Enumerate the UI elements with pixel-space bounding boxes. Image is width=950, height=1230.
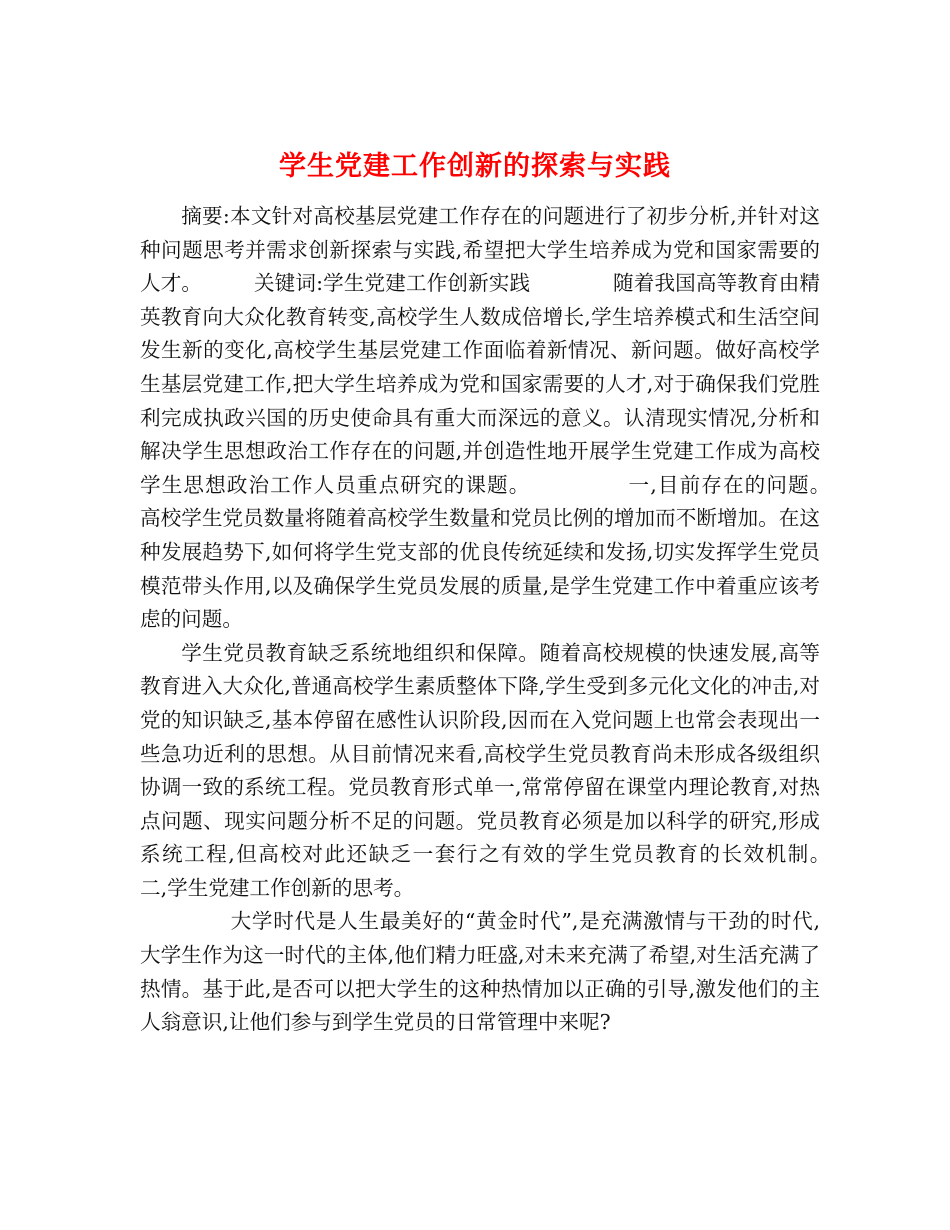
paragraph-abstract: 摘要:本文针对高校基层党建工作存在的问题进行了初步分析,并针对这种问题思考并需求创新探索与实践,希望把大学生培养成为党和国家需要的人才。 关键词:学生党建工作创新实践 随着我国高等教育由精英教育向大众化教育转变,高校学生人数成倍增长,学生培养模式和生活空间发生新的变化,高校学生基层党建工作面临着新情况、新问题。做好高校学生基层党建工作,把大学生培养成为党和国家需要的人才,对于确保我们党胜利完成执政兴国的历史使命具有重大而深远的意义。认清现实情况,分析和解决学生思想政治工作存在的问题,并创造性地开展学生党建工作成为高校学生思想政治工作人员重点研究的课题。 一,目前存在的问题。 高校学生党员数量将随着高校学生数量和党员比例的增加而不断增加。在这种发展趋势下,如何将学生党支部的优良传统延续和发扬,切实发挥学生党员模范带头作用,以及确保学生党员发展的质量,是学生党建工作中着重应该考虑的问题。 — [140, 204, 903, 632]
document-title: 学生党建工作创新的探索与实践 — [279, 151, 671, 183]
paragraph-education: 学生党员教育缺乏系统地组织和保障。随着高校规模的快速发展,高等教育进入大众化,普通高校学生素质整体下降,学生受到多元化文化的冲击,对党的知识缺乏,基本停留在感性认识阶段,因而在入党问题上也常会表现出一些急功近利的思想。从目前情况来看,高校学生党员教育尚未形成各级组织协调一致的系统工程。党员教育形式单一,常常停留在课堂内理论教育,对热点问题、现实问题分析不足的问题。党员教育必须是加以科学的研究,形成系统工程,但高校对此还缺乏一套行之有效的学生党员教育的长效机制。 二,学生党建工作创新的思考。 — [140, 640, 903, 900]
paragraph-university-era: 大学时代是人生最美好的“黄金时代”,是充满激情与干劲的时代,大学生作为这一时代的主体,他们精力旺盛,对未来充满了希望,对生活充满了热情。基于此,是否可以把大学生的这种热情加以正确的引导,激发他们的主人翁意识,让他们参与到学生党员的日常管理中来呢? — [140, 909, 820, 1035]
document-body — [140, 200, 903, 1040]
